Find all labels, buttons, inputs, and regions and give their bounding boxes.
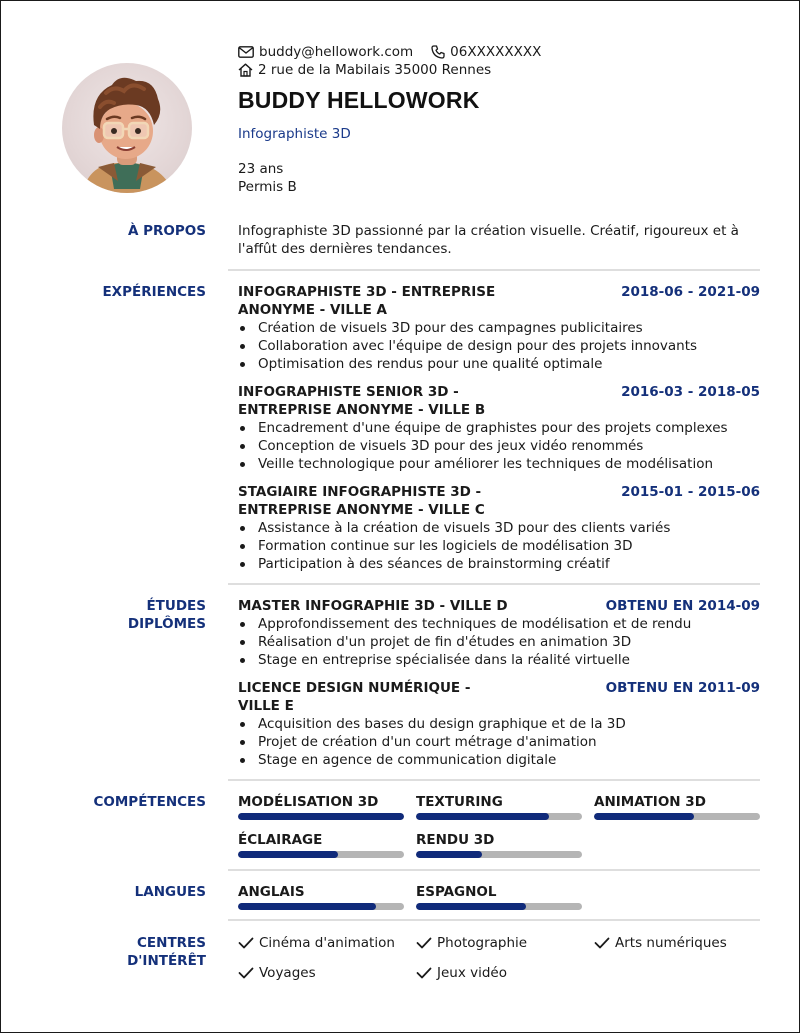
skill-name: RENDU 3D (416, 832, 495, 848)
entry-title: INFOGRAPHISTE SENIOR 3D - ENTREPRISE ANONYME - VILLE B (238, 384, 486, 418)
skill-item (238, 793, 404, 820)
experience-entry (238, 283, 760, 373)
list-item: Stage en entreprise spécialisée dans la réalité virtuelle (238, 651, 760, 669)
list-item: Optimisation des rendus pour une qualité optimale (238, 355, 760, 373)
skill-item (594, 793, 760, 820)
section-label-languages: LANGUES (134, 884, 206, 900)
skill-bar-fill (416, 813, 549, 820)
skill-bar (594, 813, 760, 820)
skill-item (416, 793, 582, 820)
list-item: Assistance à la création de visuels 3D pour des clients variés (238, 519, 760, 537)
personal-info (238, 160, 297, 196)
email-item[interactable] (238, 43, 413, 61)
entry-title: STAGIAIRE INFOGRAPHISTE 3D - ENTREPRISE ANONYME - VILLE C (238, 484, 485, 518)
language-item (238, 883, 404, 910)
list-item: Approfondissement des techniques de modélisation et de rendu (238, 615, 760, 633)
interest-label: Voyages (259, 965, 316, 981)
section-label-experience: EXPÉRIENCES (102, 284, 206, 300)
entry-date: OBTENU EN 2011-09 (605, 680, 760, 696)
list-item: Réalisation d'un projet de fin d'études en animation 3D (238, 633, 760, 651)
mail-icon (238, 46, 254, 58)
interest-item (416, 934, 527, 952)
list-item: Veille technologique pour améliorer les techniques de modélisation (238, 455, 760, 473)
experience-entry (238, 483, 760, 573)
skill-item (238, 831, 404, 858)
skill-name: TEXTURING (416, 794, 503, 810)
section-label-education (66, 597, 206, 633)
section-label-skills: COMPÉTENCES (93, 794, 206, 810)
language-name: ANGLAIS (238, 884, 305, 900)
skill-name: MODÉLISATION 3D (238, 794, 379, 810)
list-item: Stage en agence de communication digitale (238, 751, 760, 769)
check-icon (594, 937, 610, 949)
section-label-line: ÉTUDES (146, 598, 206, 614)
divider (228, 779, 760, 781)
skill-bar-fill (594, 813, 694, 820)
list-item: Collaboration avec l'équipe de design pour des projets innovants (238, 337, 760, 355)
skill-name: ÉCLAIRAGE (238, 832, 323, 848)
entry-date: 2018-06 - 2021-09 (621, 284, 760, 300)
check-icon (416, 967, 432, 979)
entry-title: MASTER INFOGRAPHIE 3D - VILLE D (238, 598, 508, 614)
home-icon (238, 63, 253, 77)
address-text: 2 rue de la Mabilais 35000 Rennes (258, 62, 492, 78)
section-label-about: À PROPOS (127, 223, 206, 239)
list-item: Encadrement d'une équipe de graphistes pour des projets complexes (238, 419, 760, 437)
list-item: Participation à des séances de brainstorming créatif (238, 555, 760, 573)
bullet-list (238, 519, 760, 573)
language-bar (416, 903, 582, 910)
entry-title: LICENCE DESIGN NUMÉRIQUE - VILLE E (238, 680, 471, 714)
list-item: Acquisition des bases du design graphique et de la 3D (238, 715, 760, 733)
divider (228, 269, 760, 271)
check-icon (238, 937, 254, 949)
interest-item (238, 964, 316, 982)
driving-license: Permis B (238, 179, 297, 195)
language-item (416, 883, 582, 910)
phone-icon (431, 45, 445, 59)
check-icon (416, 937, 432, 949)
interest-item (594, 934, 727, 952)
skill-item (416, 831, 582, 858)
section-label-interests (66, 934, 206, 970)
address-item (238, 61, 491, 79)
check-icon (238, 967, 254, 979)
job-title: Infographiste 3D (238, 126, 351, 142)
interest-item (238, 934, 395, 952)
skill-bar-fill (238, 813, 404, 820)
interest-label: Arts numériques (615, 935, 727, 951)
bullet-list (238, 419, 760, 473)
phone-text: 06XXXXXXXX (450, 44, 542, 60)
divider (228, 869, 760, 871)
section-label-line: D'INTÉRÊT (127, 953, 206, 969)
phone-item[interactable] (431, 43, 541, 61)
education-entry (238, 679, 760, 769)
contact-block (238, 43, 559, 79)
avatar (62, 63, 192, 193)
language-bar-fill (416, 903, 526, 910)
language-name: ESPAGNOL (416, 884, 497, 900)
interest-label: Photographie (437, 935, 528, 951)
entry-date: 2016-03 - 2018-05 (621, 384, 760, 400)
entry-date: OBTENU EN 2014-09 (605, 598, 760, 614)
skill-name: ANIMATION 3D (594, 794, 706, 810)
divider (228, 583, 760, 585)
entry-date: 2015-01 - 2015-06 (621, 484, 760, 500)
entry-title: INFOGRAPHISTE 3D - ENTREPRISE ANONYME - VILLE A (238, 284, 496, 318)
experience-entry (238, 383, 760, 473)
age: 23 ans (238, 161, 284, 177)
avatar-illustration (62, 63, 192, 193)
language-bar-fill (238, 903, 376, 910)
bullet-list (238, 319, 760, 373)
list-item: Formation continue sur les logiciels de modélisation 3D (238, 537, 760, 555)
skill-bar (416, 851, 582, 858)
interest-item (416, 964, 507, 982)
person-name: BUDDY HELLOWORK (238, 87, 480, 113)
divider (228, 919, 760, 921)
section-label-line: CENTRES (137, 935, 206, 951)
section-label-line: DIPLÔMES (127, 616, 206, 632)
language-bar (238, 903, 404, 910)
bullet-list (238, 615, 760, 669)
education-entry (238, 597, 760, 669)
email-text: buddy@hellowork.com (259, 44, 414, 60)
list-item: Création de visuels 3D pour des campagnes publicitaires (238, 319, 760, 337)
skill-bar (416, 813, 582, 820)
skill-bar (238, 851, 404, 858)
list-item: Projet de création d'un court métrage d'animation (238, 733, 760, 751)
interest-label: Cinéma d'animation (259, 935, 395, 951)
skill-bar-fill (238, 851, 338, 858)
about-text: Infographiste 3D passionné par la création visuelle. Créatif, rigoureux et à l'affût des dernières tendances. (238, 223, 739, 257)
interest-label: Jeux vidéo (437, 965, 507, 981)
bullet-list (238, 715, 760, 769)
skill-bar-fill (416, 851, 482, 858)
list-item: Conception de visuels 3D pour des jeux vidéo renommés (238, 437, 760, 455)
skill-bar (238, 813, 404, 820)
